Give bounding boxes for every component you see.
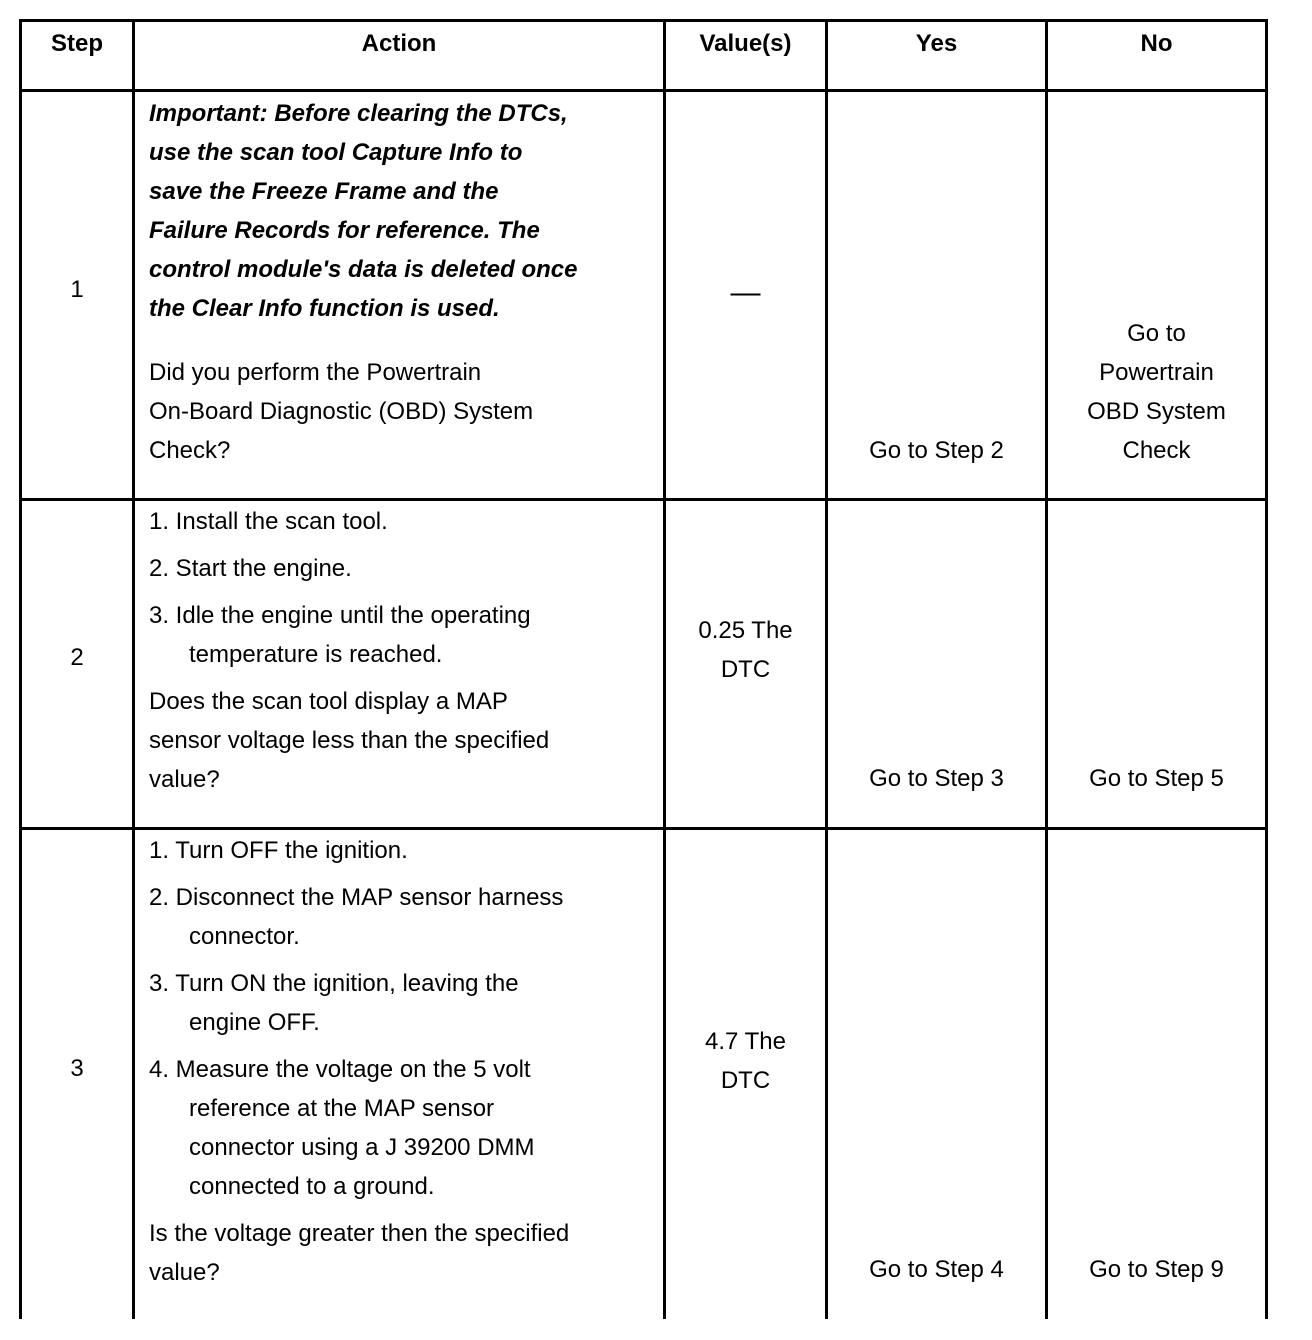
question (149, 682, 659, 799)
grid-line (19, 827, 1268, 830)
step-number: 3 (70, 1055, 84, 1082)
list-item (149, 831, 659, 870)
question-line: Is the voltage greater then the specified (149, 1220, 570, 1247)
important-note (149, 94, 659, 328)
value-line: 4.7 The (705, 1028, 786, 1055)
list-line: 3. Turn ON the ignition, leaving the (149, 970, 519, 997)
grid-line (19, 498, 1268, 501)
no-cell (1048, 314, 1265, 470)
list-item (149, 878, 659, 956)
question-line: On-Board Diagnostic (OBD) System (149, 398, 534, 425)
header-action: Action (361, 30, 437, 57)
action-cell (149, 502, 659, 799)
no-line: Powertrain (1099, 359, 1214, 386)
list-item (149, 596, 659, 674)
list-line: 2. Disconnect the MAP sensor harness (149, 884, 564, 911)
yes-cell: Go to Step 4 (869, 1256, 1004, 1283)
grid-line (1045, 19, 1048, 1319)
note-line: use the scan tool Capture Info to (149, 139, 523, 166)
question-line: value? (149, 766, 220, 793)
list-line: engine OFF. (189, 1009, 320, 1036)
list-line: reference at the MAP sensor (189, 1095, 495, 1122)
question-line: Check? (149, 437, 231, 464)
note-line: the Clear Info function is used. (149, 295, 500, 322)
no-cell: Go to Step 5 (1089, 765, 1224, 792)
list-line: 4. Measure the voltage on the 5 volt (149, 1056, 531, 1083)
grid-line (132, 19, 135, 1319)
list-item (149, 549, 659, 588)
note-line: Failure Records for reference. The (149, 217, 540, 244)
value-line: DTC (720, 656, 771, 683)
question-line: value? (149, 1259, 220, 1286)
value-cell (666, 1022, 825, 1100)
list-line: 1. Install the scan tool. (149, 508, 388, 535)
list-line: 1. Turn OFF the ignition. (149, 837, 408, 864)
no-line: Check (1122, 437, 1191, 464)
action-cell (149, 94, 659, 470)
step-number: 1 (70, 276, 84, 303)
question-line: Did you perform the Powertrain (149, 359, 482, 386)
list-line: 3. Idle the engine until the operating (149, 602, 531, 629)
question-line: Does the scan tool display a MAP (149, 688, 508, 715)
header-step: Step (50, 30, 103, 57)
list-item (149, 964, 659, 1042)
question-line: sensor voltage less than the specified (149, 727, 550, 754)
note-line: Important: Before clearing the DTCs, (149, 100, 568, 127)
grid-line (19, 89, 1268, 92)
no-line: Go to (1127, 320, 1186, 347)
note-line: control module's data is deleted once (149, 256, 578, 283)
list-line: connector using a J 39200 DMM (189, 1134, 535, 1161)
no-cell: Go to Step 9 (1089, 1256, 1224, 1283)
grid-line (825, 19, 828, 1319)
question (149, 1214, 659, 1292)
header-values: Value(s) (699, 30, 792, 57)
list-line: temperature is reached. (189, 641, 443, 668)
header-yes: Yes (915, 30, 958, 57)
value-cell: — (730, 276, 761, 309)
note-line: save the Freeze Frame and the (149, 178, 499, 205)
yes-cell: Go to Step 2 (869, 437, 1004, 464)
step-number: 2 (70, 644, 84, 671)
value-cell (666, 611, 825, 689)
header-no: No (1140, 30, 1173, 57)
yes-cell: Go to Step 3 (869, 765, 1004, 792)
list-item (149, 502, 659, 541)
grid-line (1265, 19, 1268, 1319)
no-line: OBD System (1087, 398, 1226, 425)
grid-line (19, 19, 1268, 22)
value-line: 0.25 The (698, 617, 793, 644)
list-line: connected to a ground. (189, 1173, 435, 1200)
action-cell (149, 831, 659, 1292)
list-line: connector. (189, 923, 300, 950)
list-item (149, 1050, 659, 1206)
value-line: DTC (720, 1067, 771, 1094)
question (149, 353, 659, 470)
list-line: 2. Start the engine. (149, 555, 352, 582)
